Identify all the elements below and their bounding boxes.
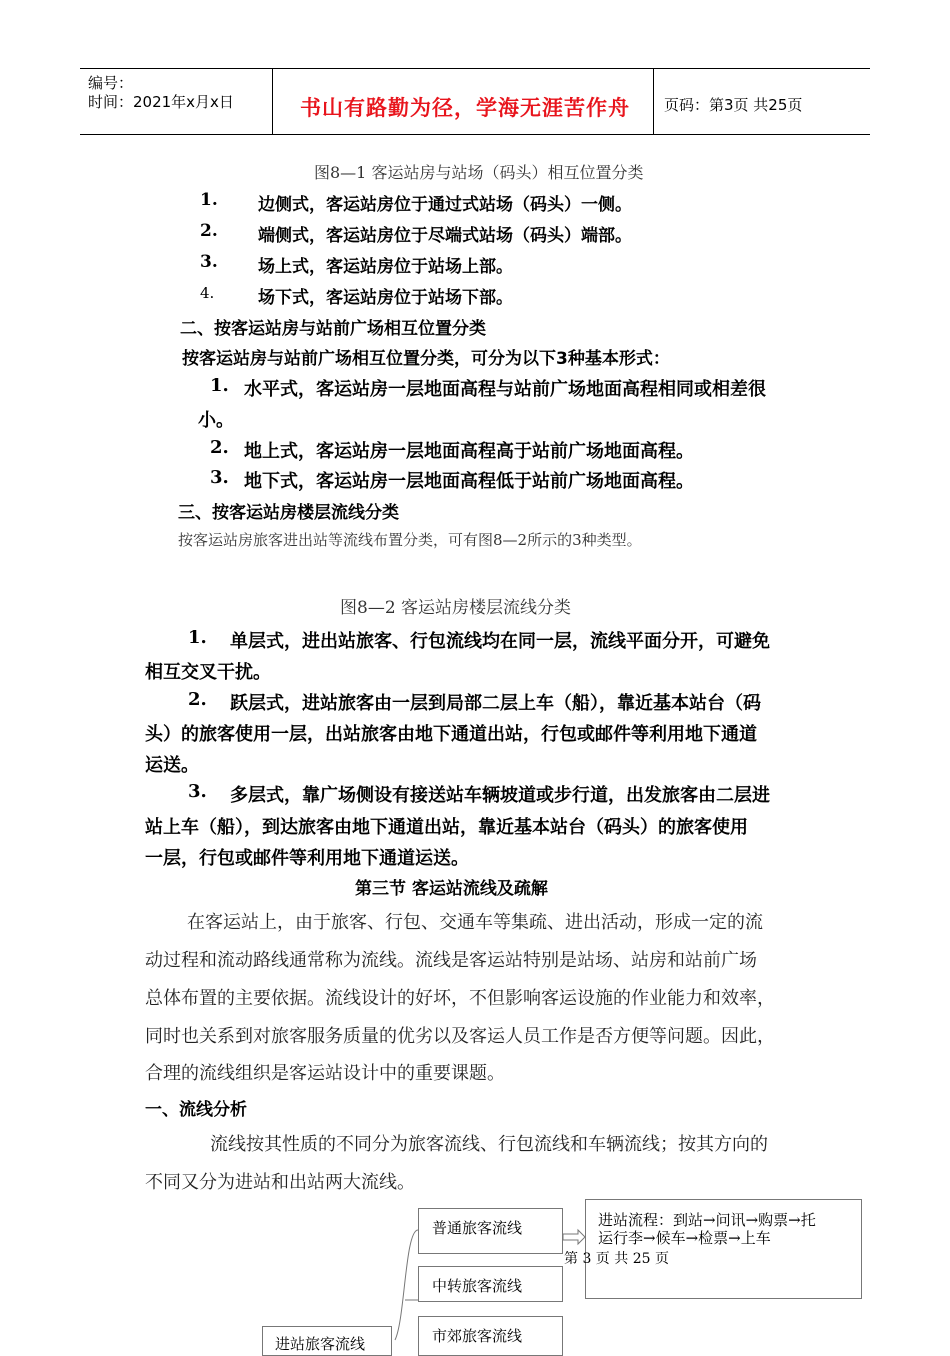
time-label: 时间：2021年x月x日 [88,93,234,111]
paragraph-line: 动过程和流动路线通常称为流线。流线是客运站特别是站场、站房和站前广场 [145,950,757,971]
diagram-detail-box: 进站流程：到站→问讯→购票→托 运行李→候车→检票→上车 [585,1199,862,1299]
section3-heading: 三、按客运站房楼层流线分类 [178,503,399,523]
diagram-branch-box: 普通旅客流线 [418,1208,563,1254]
footer-page-label: 第 3 页 共 25 页 [564,1251,669,1267]
section-title: 第三节 客运站流线及疏解 [355,879,548,899]
list-item: 2. 地上式，客运站房一层地面高程高于站前广场地面高程。 [210,437,694,462]
list-item: 1. 单层式，进出站旅客、行包流线均在同一层，流线平面分开，可避免 [188,627,770,652]
diagram-branch-box: 市郊旅客流线 [418,1316,563,1356]
connector-root [395,1230,418,1340]
section2-intro: 按客运站房与站前广场相互位置分类，可分为以下3种基本形式： [182,349,670,369]
diagram-branch-box: 中转旅客流线 [418,1266,563,1302]
section3-intro: 按客运站房旅客进出站等流线布置分类，可有图8—2所示的3种类型。 [178,531,642,549]
header-motto: 书山有路勤为径，学海无涯苦作舟 [300,96,630,120]
list-item: 1. 水平式，客运站房一层地面高程与站前广场地面高程相同或相差很 [210,375,766,400]
list-item: 1. 边侧式，客运站房位于通过式站场（码头）一侧。 [200,190,632,215]
figure2-caption: 图8—2 客运站房楼层流线分类 [340,598,572,618]
header-top-rule [80,68,870,69]
list-item: 2. 端侧式，客运站房位于尽端式站场（码头）端部。 [200,221,632,246]
list-item-continuation: 运送。 [145,755,199,776]
serial-label: 编号： [88,74,134,92]
paragraph-line: 同时也关系到对旅客服务质量的优劣以及客运人员工作是否方便等问题。因此， [145,1026,775,1047]
list-item-continuation: 小。 [198,410,234,431]
list-item: 3. 多层式，靠广场侧设有接送站车辆坡道或步行道，出发旅客由二层进 [188,781,770,806]
section2-heading: 二、按客运站房与站前广场相互位置分类 [180,319,486,339]
paragraph-line: 在客运站上，由于旅客、行包、交通车等集疏、进出活动，形成一定的流 [187,912,763,933]
subsection-line: 不同又分为进站和出站两大流线。 [145,1172,415,1193]
arrow-to-detail [563,1230,585,1244]
list-item: 3. 场上式，客运站房位于站场上部。 [200,252,513,277]
header-divider-right [653,68,654,135]
list-item-continuation: 头）的旅客使用一层，出站旅客由地下通道出站，行包或邮件等利用地下通道 [145,724,757,745]
list-item: 2. 跃层式，进站旅客由一层到局部二层上车（船），靠近基本站台（码 [188,689,761,714]
diagram-root-box: 进站旅客流线 [262,1326,392,1356]
page-code: 页码：第3页 共25页 [664,96,803,114]
paragraph-line: 合理的流线组织是客运站设计中的重要课题。 [145,1063,505,1084]
header-divider-left [272,68,273,135]
paragraph-line: 总体布置的主要依据。流线设计的好坏，不但影响客运设施的作业能力和效率， [145,988,775,1009]
list-item: 4. 场下式，客运站房位于站场下部。 [200,284,513,308]
figure1-caption: 图8—1 客运站房与站场（码头）相互位置分类 [314,163,644,182]
subsection-line: 流线按其性质的不同分为旅客流线、行包流线和车辆流线；按其方向的 [210,1134,768,1155]
list-item-continuation: 站上车（船），到达旅客由地下通道出站，靠近基本站台（码头）的旅客使用 [145,817,748,838]
list-item-continuation: 相互交叉干扰。 [145,662,271,683]
list-item: 3. 地下式，客运站房一层地面高程低于站前广场地面高程。 [210,467,694,492]
subsection-heading: 一、流线分析 [145,1100,247,1120]
list-item-continuation: 一层，行包或邮件等利用地下通道运送。 [145,848,469,869]
header-bottom-rule [80,134,870,135]
